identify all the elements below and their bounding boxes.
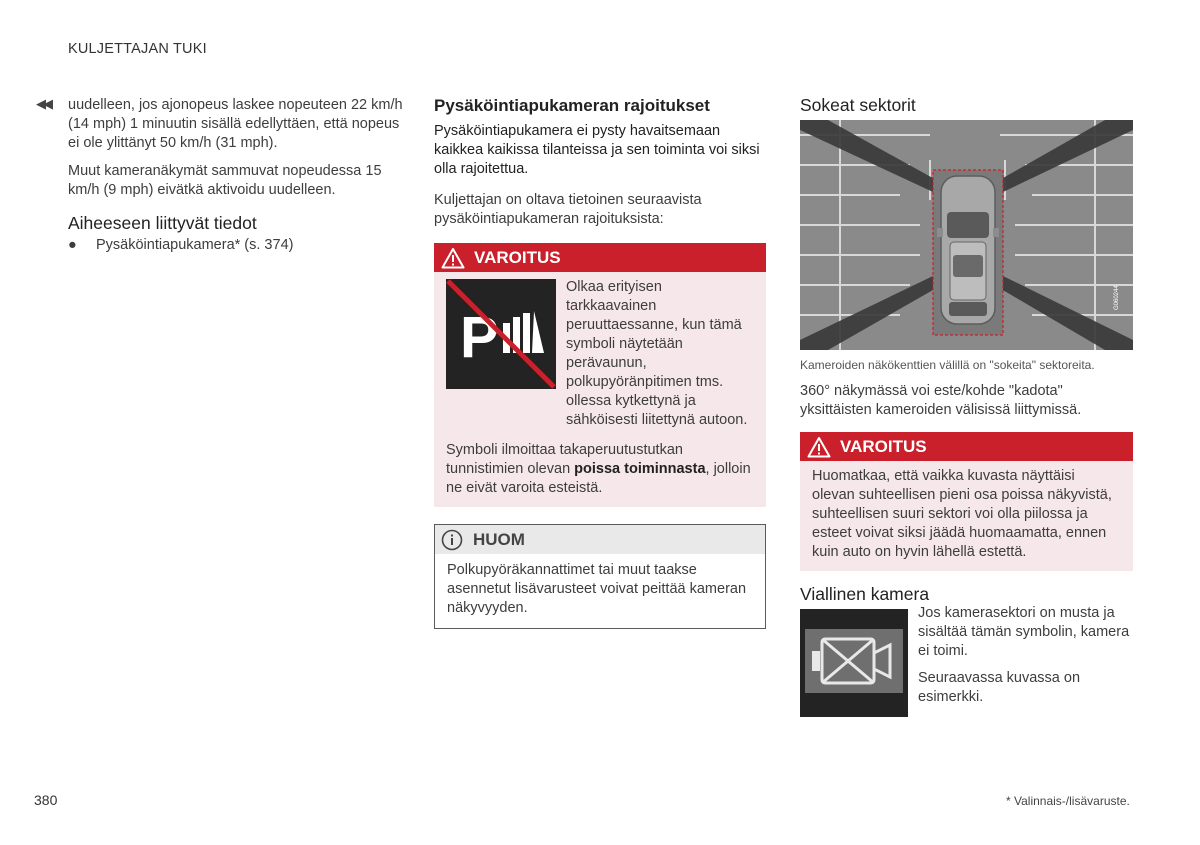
warning-text-right: Huomatkaa, että vaikka kuvasta näyttäisi olevan suhteellisen pieni osa poissa näkyvistä, suhteellisen suuri sektori voi olla piilossa ja esteet voivat siksi jäädä huomaamatta, ennen kuin auto on hyvin lähellä estettä.	[812, 468, 1112, 560]
section-title: Pysäköintiapukameran rajoitukset	[434, 96, 710, 115]
faulty-camera-example: Seuraavassa kuvassa on esimerkki.	[918, 670, 1081, 705]
column-left	[68, 96, 403, 255]
warning-header	[434, 243, 766, 272]
faulty-camera-heading: Viallinen kamera	[800, 584, 930, 604]
column-right	[800, 96, 1133, 717]
warning-box	[434, 243, 766, 507]
section-header: KULJETTAJAN TUKI	[68, 41, 207, 57]
intro-paragraph: Kuljettajan on oltava tietoinen seuraavista pysäköintiapukameran rajoituksista:	[434, 192, 702, 227]
page-number: 380	[34, 792, 58, 808]
faulty-camera-text: Jos kamerasektori on musta ja sisältää tämän symbolin, kamera ei toimi.	[918, 605, 1130, 659]
note-header	[435, 525, 765, 554]
column-middle	[434, 96, 766, 629]
info-circle-icon	[441, 529, 463, 551]
parking-sensor-off-icon	[446, 279, 556, 389]
note-box	[434, 524, 766, 629]
paragraph-other-views: Muut kameranäkymät sammuvat nopeudessa 15 km/h (9 mph) eivätkä aktivoidu uudelleen.	[68, 163, 382, 198]
lead-paragraph: Pysäköintiapukamera ei pysty havaitsemaan kaikkea kaikissa tilanteissa ja sen toiminta voi siksi olla rajoitettua.	[434, 123, 760, 177]
related-heading: Aiheeseen liittyvät tiedot	[68, 213, 257, 233]
warning-side-text: Olkaa erityisen tarkkaavainen peruuttaessanne, kun tämä symboli näytetään perävaunun, polkupyöränpitimen tms. ollessa kytkettynä ja sähköisesti liitettynä autoon.	[566, 279, 748, 428]
warning-header-right	[800, 432, 1133, 461]
paragraph-continued: uudelleen, jos ajonopeus laskee nopeuteen 22 km/h (14 mph) 1 minuutin sisällä edellyttäen, että nopeus ei ole ylittänyt 50 km/h (31 mph).	[68, 97, 403, 151]
note-title: HUOM	[473, 530, 525, 549]
related-item[interactable]	[68, 236, 403, 255]
blind-sector-text: 360° näkymässä voi este/kohde "kadota" yksittäisten kameroiden välisissä liittymissä.	[800, 383, 1082, 418]
image-caption: Kameroiden näkökenttien välillä on "sokeita" sektoreita.	[800, 358, 1095, 372]
blind-sector-illustration	[800, 120, 1133, 350]
svg-text:P: P	[460, 305, 499, 370]
footnote: * Valinnais-/lisävaruste.	[1006, 794, 1130, 808]
blind-sectors-heading: Sokeat sektorit	[800, 95, 916, 115]
warning-body	[434, 272, 766, 507]
warning-box-right	[800, 432, 1133, 571]
camera-fault-icon	[800, 609, 908, 717]
back-arrow-icon[interactable]: ◀◀	[36, 96, 50, 111]
image-id: G060244	[1114, 285, 1120, 310]
bullet-icon: ●	[68, 237, 77, 253]
warning-title: VAROITUS	[474, 248, 561, 267]
note-text: Polkupyöräkannattimet tai muut taakse asennetut lisävarusteet voivat peittää kameran näkyvyyden.	[447, 562, 747, 616]
related-link[interactable]: Pysäköintiapukamera* (s. 374)	[96, 237, 294, 253]
warning-title-right: VAROITUS	[840, 437, 927, 456]
warning-text: Symboli ilmoittaa takaperuutustutkan tunnistimien olevan poissa toiminnasta, jolloin ne eivät varoita esteistä.	[446, 442, 751, 496]
warning-triangle-icon	[807, 436, 831, 458]
warning-triangle-icon	[441, 247, 465, 269]
